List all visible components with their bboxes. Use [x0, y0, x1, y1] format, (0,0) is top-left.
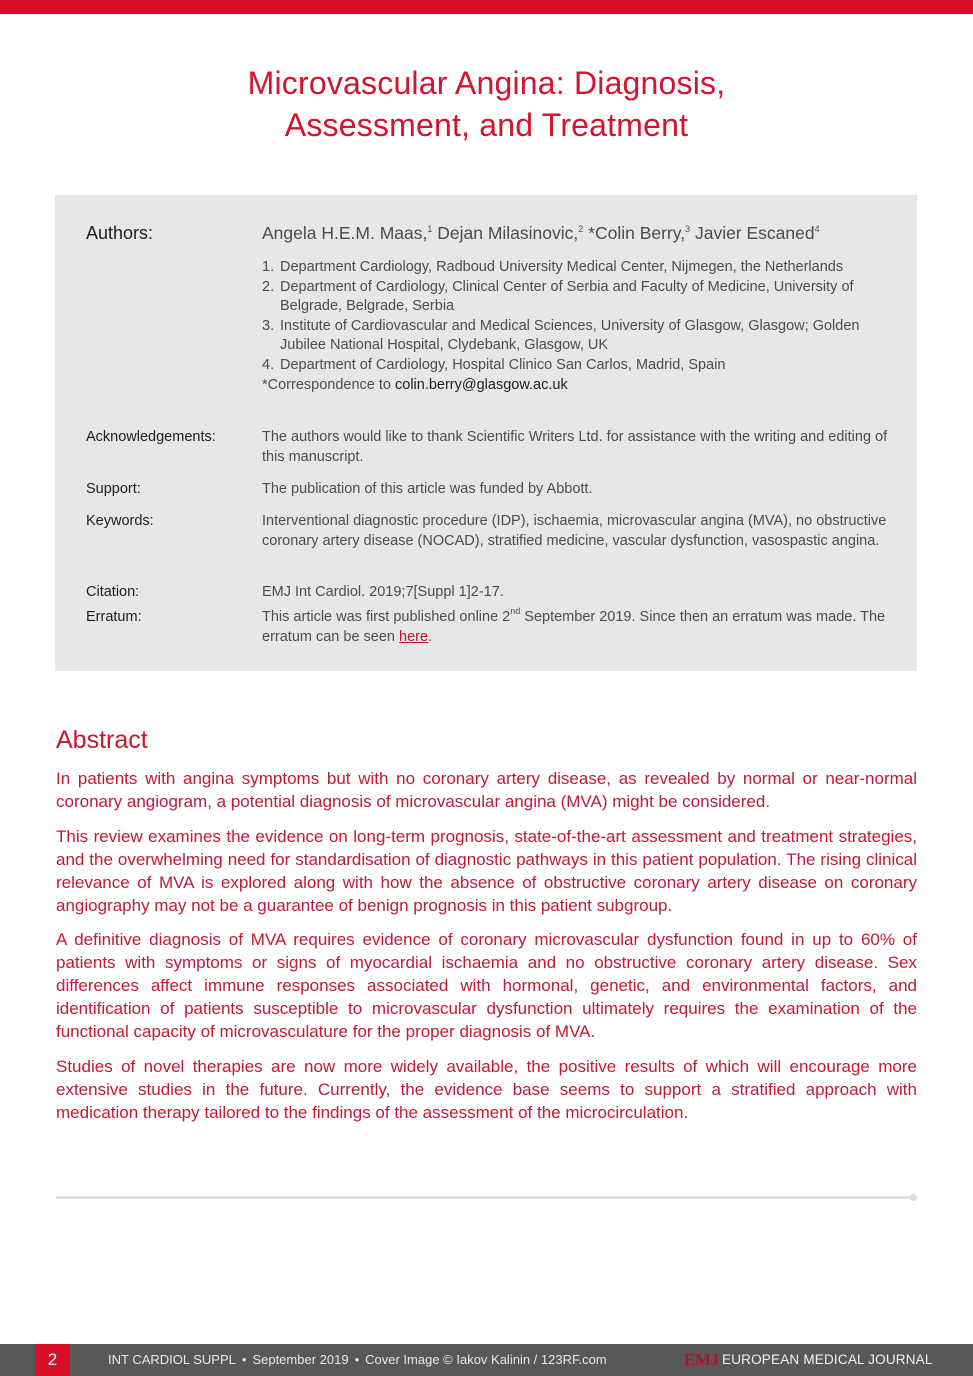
- citation-text: EMJ Int Cardiol. 2019;7[Suppl 1]2-17.: [262, 584, 504, 600]
- author-name: Dejan Milasinovic,: [432, 223, 579, 243]
- abstract-heading: Abstract: [56, 726, 148, 754]
- publisher-name: EUROPEAN MEDICAL JOURNAL: [722, 1352, 933, 1367]
- authors-label: Authors:: [86, 223, 154, 243]
- abstract-paragraph: In patients with angina symptoms but with no coronary artery disease, as revealed by normal or near-normal coronary angiogram, a potential diagnosis of microvascular angina (MVA) might be considered.: [56, 769, 917, 811]
- author-name: *Colin Berry,: [583, 223, 686, 243]
- abstract-paragraph: A definitive diagnosis of MVA requires evidence of coronary microvascular dysfunction found in up to 60% of patients with symptoms or signs of myocardial ischaemia and no obstructive coronary artery disease. Sex differences affect immune responses associated with hormonal, genetic, and environmental factors, and identification of patients susceptible to microvascular dysfunction ultimately requires the examination of the functional capacity of microvasculature for the proper diagnosis of MVA.: [56, 930, 917, 1041]
- section-divider: [56, 1196, 914, 1199]
- emj-logo-icon: EMJ: [684, 1350, 719, 1369]
- abstract-body: [56, 767, 917, 1135]
- affiliations-list: [262, 258, 882, 395]
- keywords-text: Interventional diagnostic procedure (IDP), ischaemia, microvascular angina (MVA), no obstructive coronary artery disease (NOCAD), stratified medicine, vascular dysfunction, vasospastic angina.: [262, 513, 887, 549]
- author-name: Javier Escaned: [690, 223, 815, 243]
- affiliation-item: 3. Institute of Cardiovascular and Medical Sciences, University of Glasgow, Glasgow; Golden Jubilee National Hospital, Clydebank, Glasgow, UK: [262, 317, 860, 354]
- citation-label: Citation:: [86, 584, 140, 600]
- divider-end-dot: [910, 1194, 917, 1201]
- abstract-paragraph: This review examines the evidence on long-term prognosis, state-of-the-art assessment and treatment strategies, and the overwhelming need for standardisation of diagnostic pathways in this patient population. The rising clinical relevance of MVA is explored along with how the absence of obstructive coronary artery disease on coronary angiography may not be a guarantee of benign prognosis in this patient subgroup.: [56, 826, 917, 915]
- correspondence-email[interactable]: colin.berry@glasgow.ac.uk: [395, 376, 568, 393]
- cover-credit: Cover Image © Iakov Kalinin / 123RF.com: [365, 1352, 607, 1367]
- article-title: [0, 62, 973, 146]
- acknowledgements-label: Acknowledgements:: [86, 429, 216, 445]
- affiliation-item: 1. Department Cardiology, Radboud University Medical Center, Nijmegen, the Netherlands: [262, 259, 844, 275]
- support-text: The publication of this article was funded by Abbott.: [262, 481, 593, 497]
- author-affil-ref: 2: [578, 224, 584, 234]
- correspondence: *Correspondence to colin.berry@glasgow.ac.uk: [262, 376, 568, 393]
- erratum-label: Erratum:: [86, 609, 142, 625]
- page-footer: [0, 1344, 973, 1376]
- support-label: Support:: [86, 481, 141, 497]
- affiliation-item: 4. Department of Cardiology, Hospital Clinico San Carlos, Madrid, Spain: [262, 356, 726, 373]
- author-affil-ref: 1: [427, 224, 433, 234]
- erratum-text: This article was first published online 2nd September 2019. Since then an erratum was made. The erratum can be seen here.: [262, 606, 886, 645]
- title-line-1: Microvascular Angina: Diagnosis,: [247, 65, 726, 101]
- journal-name: INT CARDIOL SUPPL: [108, 1352, 236, 1367]
- footer-info: INT CARDIOL SUPPL • September 2019 • Cover Image © Iakov Kalinin / 123RF.com: [108, 1352, 607, 1367]
- title-line-2: Assessment, and Treatment: [284, 107, 689, 143]
- page-number: 2: [35, 1344, 70, 1376]
- top-accent-bar: [0, 0, 973, 14]
- affiliation-item: 2. Department of Cardiology, Clinical Center of Serbia and Faculty of Medicine, University of Belgrade, Belgrade, Serbia: [262, 278, 854, 315]
- author-affil-ref: 3: [685, 224, 691, 234]
- article-info-box: [55, 195, 917, 671]
- erratum-link[interactable]: here: [399, 628, 429, 645]
- keywords-label: Keywords:: [86, 513, 154, 529]
- abstract-paragraph: Studies of novel therapies are now more widely available, the positive results of which will encourage more extensive studies in the future. Currently, the evidence base seems to support a stratified approach with medication therapy tailored to the findings of the assessment of the microcirculation.: [56, 1056, 917, 1122]
- acknowledgements-text: The authors would like to thank Scientific Writers Ltd. for assistance with the writing and editing of this manuscript.: [262, 429, 888, 465]
- author-name: Angela H.E.M. Maas,: [262, 223, 428, 243]
- issue-date: September 2019: [252, 1352, 349, 1367]
- authors-list: [262, 221, 892, 245]
- author-affil-ref: 4: [814, 224, 820, 234]
